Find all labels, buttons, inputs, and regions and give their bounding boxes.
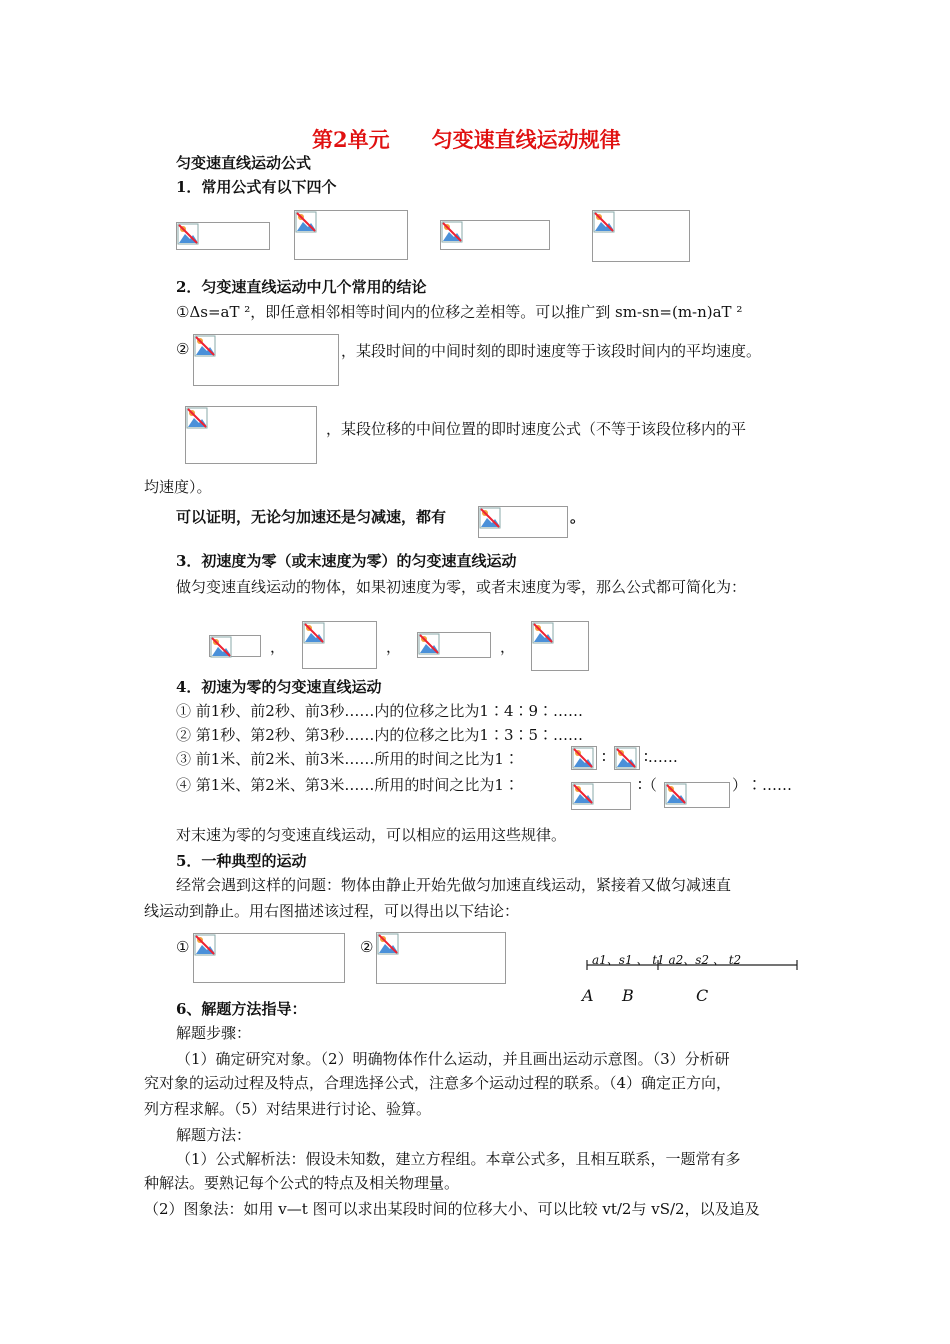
broken-image-icon xyxy=(210,636,232,658)
broken-image-icon xyxy=(665,783,687,805)
formula-image xyxy=(193,933,345,983)
section4-note: 对末速为零的匀变速直线运动，可以相应的运用这些规律。 xyxy=(176,826,567,844)
ratio-line-2: ② 第1秒、第2秒、第3秒……内的位移之比为1∶3∶5∶…… xyxy=(176,726,584,744)
conclusion-3-cont: 均速度）。 xyxy=(144,478,212,496)
formula-image xyxy=(531,621,589,671)
method-2-line-1: （2）图象法：如用 v—t 图可以求出某段时间的位移大小、可以比较 vt/2与 vS/2，以及追及 xyxy=(144,1200,760,1218)
point-c: C xyxy=(696,986,709,1005)
formula-image xyxy=(417,632,491,658)
formula-image xyxy=(193,334,339,386)
broken-image-icon xyxy=(615,747,637,769)
section4-heading: 4．初速为零的匀变速直线运动 xyxy=(176,678,382,696)
steps-title: 解题步骤： xyxy=(176,1024,252,1042)
broken-image-icon xyxy=(572,747,594,769)
formula-image xyxy=(176,222,270,250)
section5-para-2: 线运动到静止。用右图描述该过程，可以得出以下结论： xyxy=(144,902,520,920)
broken-image-icon xyxy=(572,783,594,805)
conclusion-3-text: ，某段位移的中间位置的即时速度公式（不等于该段位移内的平 xyxy=(326,420,747,438)
broken-image-icon xyxy=(194,335,216,357)
broken-image-icon xyxy=(532,622,554,644)
ratio-sep: ∶（ xyxy=(638,776,657,794)
broken-image-icon xyxy=(186,407,208,429)
ratio-line-3: ③ 前1米、前2米、前3米……所用的时间之比为1∶ xyxy=(176,750,519,768)
broken-image-icon xyxy=(377,933,399,955)
formula-image xyxy=(614,746,640,770)
ratio-sep: ∶ xyxy=(602,748,606,766)
section5-para-1: 经常会遇到这样的问题：物体由静止开始先做匀加速直线运动，紧接着又做匀减速直 xyxy=(176,876,732,894)
ratio-end: ）∶…… xyxy=(732,776,793,794)
point-a: A xyxy=(582,986,594,1005)
broken-image-icon xyxy=(418,633,440,655)
formula-image xyxy=(209,635,261,657)
proof-text: 可以证明，无论匀加速还是匀减速，都有 xyxy=(176,508,447,526)
section5-heading: 5．一种典型的运动 xyxy=(176,852,307,870)
section3-text: 做匀变速直线运动的物体，如果初速度为零，或者末速度为零，那么公式都可简化为： xyxy=(176,578,747,596)
broken-image-icon xyxy=(479,507,501,529)
proof-end: 。 xyxy=(570,508,586,526)
steps-line-1: （1）确定研究对象。（2）明确物体作什么运动，并且画出运动示意图。（3）分析研 xyxy=(176,1050,730,1068)
formula-image xyxy=(571,746,597,770)
broken-image-icon xyxy=(441,221,463,243)
section2-heading: 2．匀变速直线运动中几个常用的结论 xyxy=(176,278,427,296)
point-b: B xyxy=(622,986,634,1005)
conclusion-2-mark: ② xyxy=(176,340,190,358)
motion-line xyxy=(585,958,801,972)
section3-heading: 3．初速度为零（或末速度为零）的匀变速直线运动 xyxy=(176,552,517,570)
formula-image xyxy=(592,210,690,262)
broken-image-icon xyxy=(303,622,325,644)
broken-image-icon xyxy=(177,223,199,245)
separator: ， xyxy=(500,638,516,656)
separator: ， xyxy=(386,638,402,656)
method-1-line-1: （1）公式解析法：假设未知数，建立方程组。本章公式多，且相互联系，一题常有多 xyxy=(176,1150,741,1168)
ratio-line-1: ① 前1秒、前2秒、前3秒……内的位移之比为1∶4∶9∶…… xyxy=(176,702,584,720)
result-1-mark: ① xyxy=(176,938,190,956)
formula-image xyxy=(478,506,568,538)
section6-heading: 6、解题方法指导： xyxy=(176,1000,307,1018)
formula-image xyxy=(294,210,408,260)
conclusion-1: ①Δs=aT ²，即任意相邻相等时间内的位移之差相等。可以推广到 sm-sn=(m-n)aT ² xyxy=(176,303,743,321)
conclusion-2-text: ，某段时间的中间时刻的即时速度等于该段时间内的平均速度。 xyxy=(341,342,762,360)
formula-image xyxy=(571,782,631,810)
separator: ， xyxy=(270,638,286,656)
main-heading: 匀变速直线运动公式 xyxy=(176,154,312,172)
result-2-mark: ② xyxy=(360,938,374,956)
ratio-end: ∶…… xyxy=(644,748,678,766)
formula-image xyxy=(440,220,550,250)
formula-image xyxy=(302,621,377,669)
broken-image-icon xyxy=(295,211,317,233)
ratio-line-4: ④ 第1米、第2米、第3米……所用的时间之比为1∶ xyxy=(176,776,519,794)
broken-image-icon xyxy=(593,211,615,233)
formula-image xyxy=(664,782,730,808)
methods-title: 解题方法： xyxy=(176,1126,252,1144)
steps-line-3: 列方程求解。（5）对结果进行讨论、验算。 xyxy=(144,1100,432,1118)
method-1-line-2: 种解法。要熟记每个公式的特点及相关物理量。 xyxy=(144,1174,460,1192)
steps-line-2: 究对象的运动过程及特点，合理选择公式，注意多个运动过程的联系。（4）确定正方向， xyxy=(144,1074,732,1092)
broken-image-icon xyxy=(194,934,216,956)
page-title: 第2单元 匀变速直线运动规律 xyxy=(312,127,621,152)
diagram-labels: a1、s1 、 t1 a2、s2 、 t2 xyxy=(592,953,742,967)
formula-image xyxy=(376,932,506,984)
section1-heading: 1．常用公式有以下四个 xyxy=(176,178,337,196)
formula-image xyxy=(185,406,317,464)
